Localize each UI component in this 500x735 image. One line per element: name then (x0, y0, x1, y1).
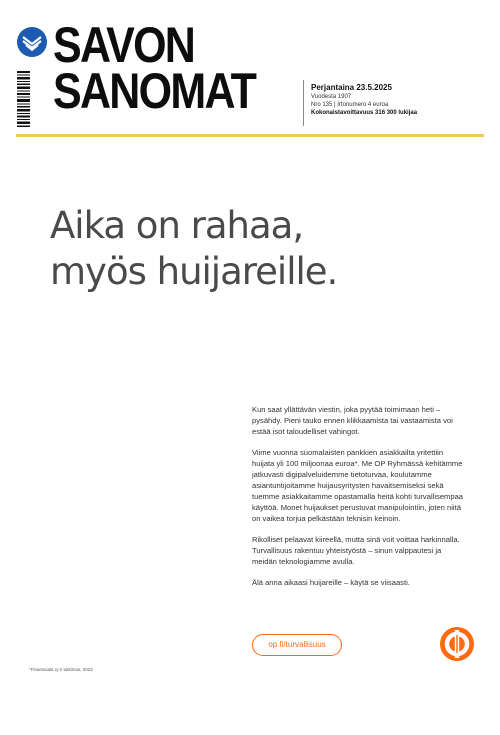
ad-paragraph: Älä anna aikaasi huijareille – käytä se viisaasti. (252, 578, 410, 587)
ad-headline-line2: myös huijareille. (50, 250, 338, 293)
founded-year: Vuodesta 1907 (311, 94, 352, 100)
reach-info: Kokonaistavoittavuus 316 300 lukijaa (311, 110, 418, 116)
cta-link-button[interactable]: op.fi/turvallisuus (252, 634, 342, 656)
issue-number: Nro 135 | Irtonumero 4 euroa (311, 102, 389, 108)
ad-paragraph: Rikolliset pelaavat kiireellä, mutta sinä voit voittaa harkinnalla. Turvallisuus rakentuu yhteistyöstä – sinun valppautesi ja meidän teknologiamme avulla. (252, 535, 460, 566)
issue-date: Perjantaina 23.5.2025 (311, 83, 392, 92)
footnote: *Finanssiala ry:n tutkimus, 2024 (29, 667, 93, 672)
op-logo-icon (440, 627, 474, 661)
masthead-title (53, 17, 256, 119)
ad-paragraph: Viime vuonna suomalaisten pankkien asiakkailta yritettiin huijata yli 100 miljoonaa euroa*. Me OP Ryhmässä kehitämme jatkuvasti digipalveluidemme tietoturvaa, koulutamme asiantuntijoitamme huijausyritysten havaitsemiseksi sekä tuemme asiakkaitamme opastamalla heitä kohti turvallisempaa käyttöä. Monet huijaukset perustuvat manipulointiin, joten niitä on vaikea torjua pelkästään teknisin keinoin. (252, 448, 464, 523)
masthead-divider (303, 80, 304, 126)
savon-sanomat-badge-icon (17, 27, 47, 57)
ad-headline-line1: Aika on rahaa, (50, 204, 304, 247)
ad-headline (50, 203, 337, 295)
masthead (0, 0, 500, 140)
masthead-title-line2: SANOMAT (53, 63, 256, 119)
masthead-meta (311, 83, 417, 117)
ad-paragraph: Kun saat yllättävän viestin, joka pyytää toimimaan heti – pysähdy. Pieni tauko ennen klikkaamista tai vastaamista voi estää isot taloudelliset vahingot. (252, 405, 453, 436)
ad-body (252, 404, 467, 598)
barcode-icon (17, 71, 30, 127)
masthead-title-line1: SAVON (53, 17, 195, 73)
masthead-rule (16, 134, 484, 137)
